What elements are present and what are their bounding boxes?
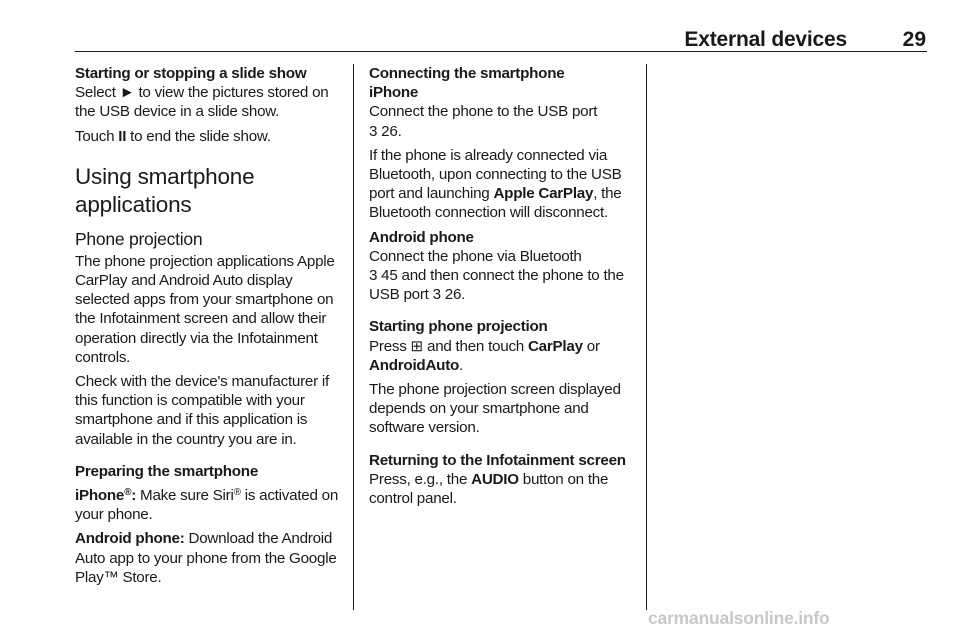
header-title: External devices [684, 28, 847, 51]
check-paragraph: Check with the device's manufacturer if this function is compatible with your smartphone and if this application is available in the country you are in. [75, 373, 329, 448]
press-paragraph: Press ⊞ and then touch CarPlay or AndroidAuto. [369, 337, 600, 374]
right-column [369, 64, 639, 508]
page-ref-icon: 3 [432, 286, 441, 304]
section-title: Using smartphone applications [75, 163, 255, 217]
play-icon: ► [119, 84, 135, 102]
iphone-label: iPhone®: [75, 487, 137, 505]
pause-icon: II [118, 127, 127, 145]
subsection-title: Phone projection [75, 228, 203, 249]
slideshow-heading: Starting or stopping a slide show [75, 65, 307, 82]
android-connect-paragraph: Connect the phone via Bluetooth 3 45 and then connect the phone to the USB port 3 26. [369, 247, 624, 304]
column-divider-right [646, 64, 647, 610]
iphone-heading: iPhone [369, 84, 419, 102]
android-heading: Android phone [369, 228, 474, 246]
slideshow-paragraph: Select ► to view the pictures stored on the USB device in a slide show. [75, 84, 329, 121]
starting-heading: Starting phone projection [369, 318, 548, 336]
returning-heading: Returning to the Infotainment screen [369, 451, 626, 469]
android-paragraph: Android phone: Download the Android Auto app to your phone from the Google Play™ Store. [75, 530, 337, 586]
page-header [75, 0, 927, 52]
connecting-heading: Connecting the smartphone [369, 65, 565, 82]
watermark: carmanualsonline.info [648, 608, 830, 628]
screen-paragraph: The phone projection screen displayed depends on your smartphone and software version. [369, 381, 621, 437]
apps-icon: ⊞ [410, 337, 424, 355]
page-ref-icon: 3 [369, 122, 378, 140]
touch-paragraph: Touch II to end the slide show. [75, 127, 271, 145]
column-divider-left [353, 64, 354, 610]
bluetooth-paragraph: If the phone is already connected via Bluetooth, upon connecting to the USB port and launching Apple CarPlay, the Bluetooth connection will disconnect. [369, 146, 622, 222]
page-ref-icon: 3 [369, 267, 378, 285]
preparing-heading: Preparing the smartphone [75, 462, 259, 480]
iphone-paragraph: iPhone®: Make sure Siri® is activated on your phone. [75, 487, 339, 524]
left-column [75, 64, 347, 587]
iphone-connect-paragraph: Connect the phone to the USB port 3 26. [369, 103, 598, 140]
return-paragraph: Press, e.g., the AUDIO button on the control panel. [369, 470, 609, 508]
page-number: 29 [902, 28, 926, 51]
projection-paragraph: The phone projection applications Apple CarPlay and Android Auto display selected apps from your smartphone on the Infotainment screen and allow their operation directly via the Infotainment controls. [75, 252, 335, 366]
android-label: Android phone: [75, 530, 185, 548]
